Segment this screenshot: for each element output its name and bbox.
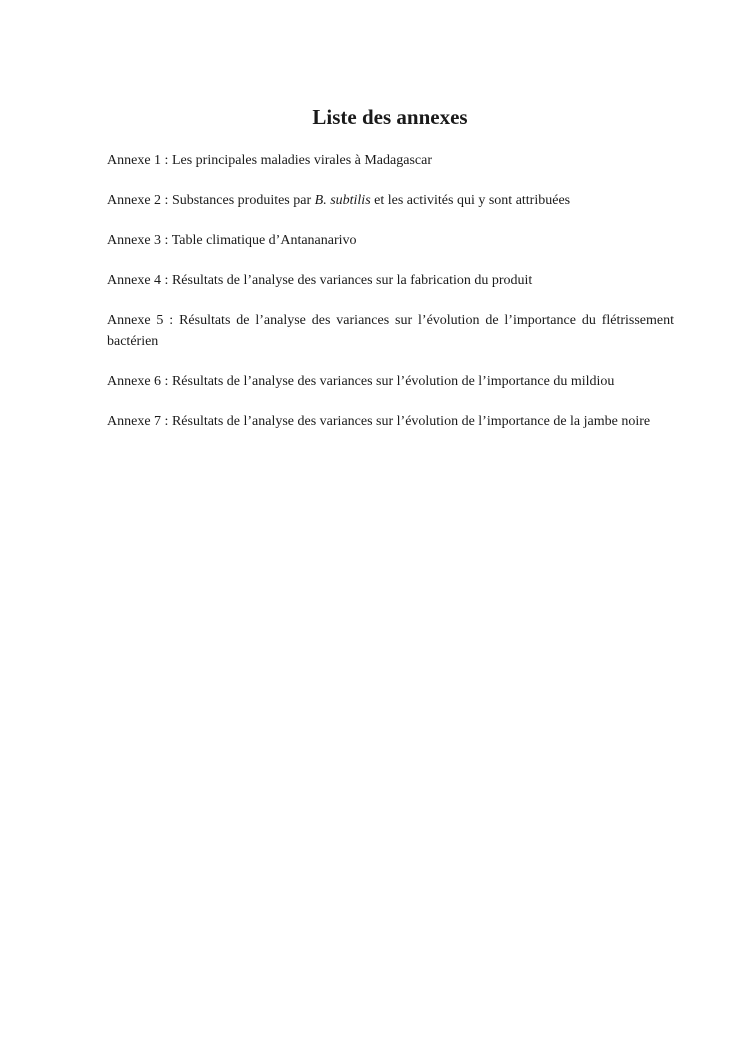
annex-title: Les principales maladies virales à Madagascar [171,153,432,168]
annex-title: Résultats de l’analyse des variances sur l’évolution de l’importance du mildiou [171,374,615,389]
annex-title-part: Substances produites par [171,193,315,208]
annex-number: Annexe 4 : [107,273,172,288]
annex-entry-5 [107,310,674,352]
annex-number: Annexe 5 : [107,313,180,328]
annex-title: Résultats de l’analyse des variances sur la fabrication du produit [171,273,533,288]
annex-entry-6 [107,371,674,392]
annex-number: Annexe 1 : [107,153,172,168]
annex-number: Annexe 3 : [107,233,172,248]
annex-list [107,150,674,451]
annex-entry-1 [107,150,674,171]
annex-entry-2 [107,190,674,211]
annex-number: Annexe 6 : [107,374,172,389]
annex-title-part: et les activités qui y sont attribuées [370,193,571,208]
page-title: Liste des annexes [312,105,468,129]
annex-entry-3 [107,230,674,251]
annex-title: Table climatique d’Antananarivo [171,233,357,248]
annex-number: Annexe 2 : [107,193,172,208]
annex-number: Annexe 7 : [107,414,172,429]
annex-title: Résultats de l’analyse des variances sur l’évolution de l’importance de la jambe noire [171,414,651,429]
annex-title: Résultats de l’analyse des variances sur l’évolution de l’importance du flétrissement bactérien [107,313,674,349]
annex-entry-4 [107,270,674,291]
annex-entry-7 [107,411,674,432]
species-name: B. subtilis [314,193,371,208]
